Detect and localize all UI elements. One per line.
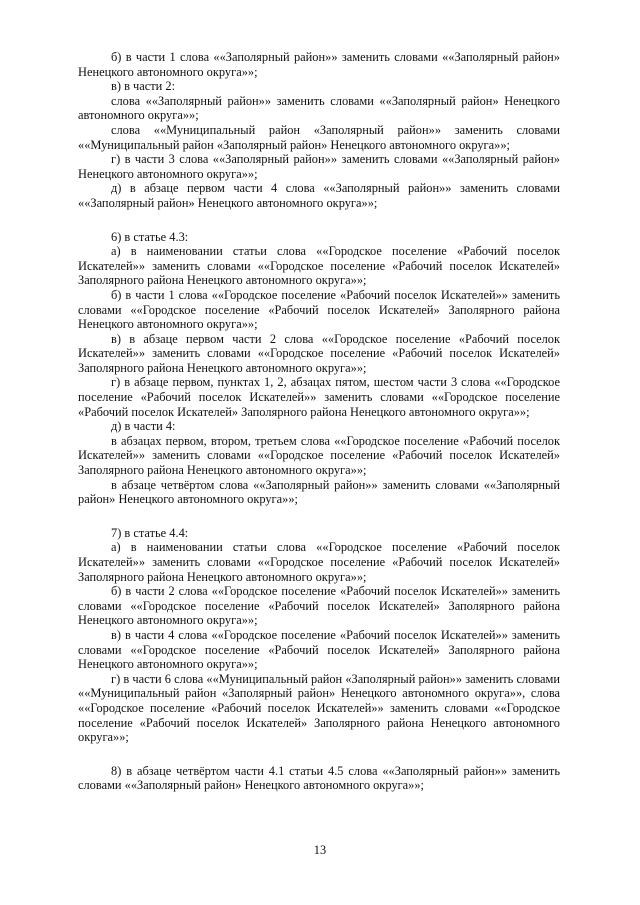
paragraph: г) в части 6 слова ««Муниципальный район «Заполярный район»» заменить словами ««Муниципальный район «Заполярный район» Ненецкого автономного округа»», слова ««Городское поселение «Рабочий поселок Искателей»» заменить словами ««Городское поселение «Рабочий поселок Искателей» Заполярного района Ненецкого автономного округа»»; xyxy=(78,671,560,745)
paragraph: 6) в статье 4.3: xyxy=(111,229,189,244)
document-body xyxy=(78,50,560,793)
paragraph: а) в наименовании статьи слова ««Городское поселение «Рабочий поселок Искателей»» заменить словами ««Городское поселение «Рабочий поселок Искателей» Заполярного района Ненецкого автономного округа»»; xyxy=(78,244,560,288)
paragraph: в) в абзаце первом части 2 слова ««Городское поселение «Рабочий поселок Искателей»» заменить словами ««Городское поселение «Рабочий поселок Искателей» Заполярного района Ненецкого автономного округа»»; xyxy=(78,331,560,375)
paragraph: д) в абзаце первом части 4 слова ««Заполярный район»» заменить словами ««Заполярный район» Ненецкого автономного округа»»; xyxy=(78,181,560,210)
paragraph: а) в наименовании статьи слова ««Городское поселение «Рабочий поселок Искателей»» заменить словами ««Городское поселение «Рабочий поселок Искателей» Заполярного района Ненецкого автономного округа»»; xyxy=(78,540,560,584)
paragraph: б) в части 1 слова ««Городское поселение «Рабочий поселок Искателей»» заменить словами ««Городское поселение «Рабочий поселок Искателей» Заполярного района Ненецкого автономного округа»»; xyxy=(78,287,560,332)
paragraph: г) в абзаце первом, пунктах 1, 2, абзацах пятом, шестом части 3 слова ««Городское поселение «Рабочий поселок Искателей»» заменить словами ««Городское поселение «Рабочий поселок Искателей» Заполярного района Ненецкого автономного округа»»; xyxy=(78,375,560,419)
paragraph: слова ««Заполярный район»» заменить словами ««Заполярный район» Ненецкого автономного округа»»; xyxy=(78,93,560,123)
paragraph-gap xyxy=(78,507,560,526)
paragraph: б) в части 1 слова ««Заполярный район»» заменить словами ««Заполярный район» Ненецкого автономного округа»»; xyxy=(78,50,560,79)
paragraph: в абзаце четвёртом слова ««Заполярный район»» заменить словами ««Заполярный район» Ненецкого автономного округа»»; xyxy=(78,477,560,507)
paragraph: 8) в абзаце четвёртом части 4.1 статьи 4.5 слова ««Заполярный район»» заменить словами ««Заполярный район» Ненецкого автономного округа»»; xyxy=(78,763,560,793)
paragraph-gap xyxy=(78,211,560,230)
paragraph: в абзацах первом, втором, третьем слова ««Городское поселение «Рабочий поселок Искателей»» заменить словами ««Городское поселение «Рабочий поселок Искателей» Заполярного района Ненецкого автономного округа»»; xyxy=(78,433,560,478)
paragraph: д) в части 4: xyxy=(111,419,176,434)
paragraph: в) в части 4 слова ««Городское поселение «Рабочий поселок Искателей»» заменить словами ««Городское поселение «Рабочий поселок Искателей» Заполярного района Ненецкого автономного округа»»; xyxy=(78,627,560,672)
paragraph: г) в части 3 слова ««Заполярный район»» заменить словами ««Заполярный район» Ненецкого автономного округа»»; xyxy=(78,152,560,181)
paragraph: слова ««Муниципальный район «Заполярный район»» заменить словами ««Муниципальный район «Заполярный район» Ненецкого автономного округа»»; xyxy=(78,122,560,152)
paragraph: 7) в статье 4.4: xyxy=(111,525,189,540)
paragraph: б) в части 2 слова ««Городское поселение «Рабочий поселок Искателей»» заменить словами ««Городское поселение «Рабочий поселок Искателей» Заполярного района Ненецкого автономного округа»»; xyxy=(78,584,560,628)
paragraph: в) в части 2: xyxy=(111,79,176,94)
page-number: 13 xyxy=(313,843,327,857)
paragraph-gap xyxy=(78,745,560,764)
